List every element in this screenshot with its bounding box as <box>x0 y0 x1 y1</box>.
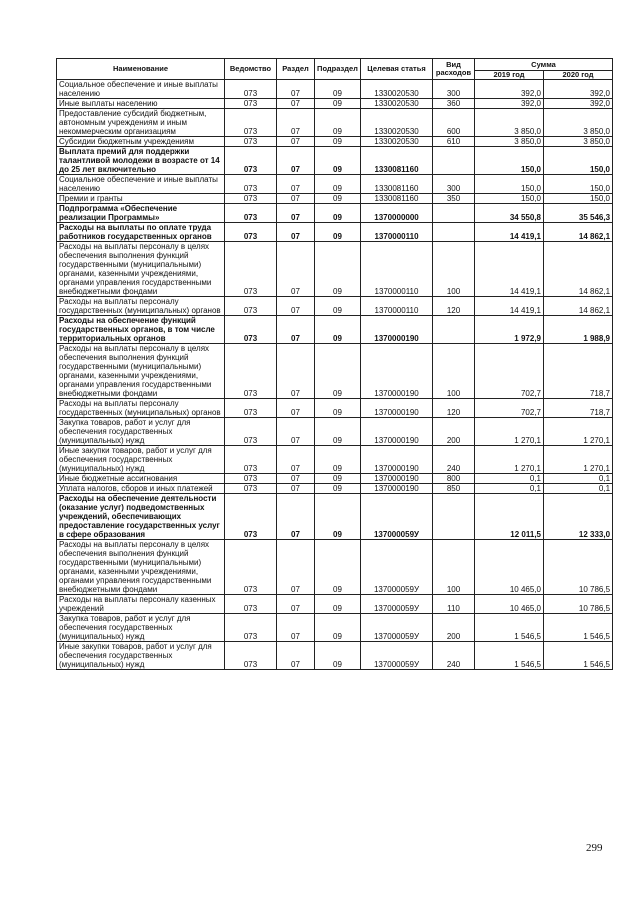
row-subsection: 09 <box>315 109 361 137</box>
row-dept: 073 <box>225 223 277 242</box>
row-section: 07 <box>277 204 315 223</box>
row-type: 240 <box>433 642 475 670</box>
table-row <box>57 204 613 223</box>
row-value-2019: 702,7 <box>475 399 544 418</box>
row-value-2020: 10 786,5 <box>544 540 613 595</box>
table-row <box>57 474 613 484</box>
row-value-2020: 14 862,1 <box>544 297 613 316</box>
table-row <box>57 80 613 99</box>
row-subsection: 09 <box>315 474 361 484</box>
row-type <box>433 316 475 344</box>
row-subsection: 09 <box>315 344 361 399</box>
row-dept: 073 <box>225 109 277 137</box>
row-name: Уплата налогов, сборов и иных платежей <box>57 484 225 494</box>
row-value-2020: 35 546,3 <box>544 204 613 223</box>
row-name: Закупка товаров, работ и услуг для обеспечения государственных (муниципальных) нужд <box>57 418 225 446</box>
row-dept: 073 <box>225 399 277 418</box>
table-row <box>57 316 613 344</box>
table-row <box>57 446 613 474</box>
row-target: 1370000190 <box>361 418 433 446</box>
row-value-2019: 14 419,1 <box>475 223 544 242</box>
row-subsection: 09 <box>315 194 361 204</box>
row-value-2019: 1 270,1 <box>475 446 544 474</box>
row-value-2019: 392,0 <box>475 80 544 99</box>
row-name: Иные закупки товаров, работ и услуг для обеспечения государственных (муниципальных) нужд <box>57 642 225 670</box>
row-section: 07 <box>277 642 315 670</box>
row-section: 07 <box>277 223 315 242</box>
row-name: Расходы на выплаты персоналу государственных (муниципальных) органов <box>57 399 225 418</box>
row-dept: 073 <box>225 494 277 540</box>
row-type: 200 <box>433 418 475 446</box>
row-subsection: 09 <box>315 80 361 99</box>
row-subsection: 09 <box>315 242 361 297</box>
row-type: 120 <box>433 297 475 316</box>
row-type: 200 <box>433 614 475 642</box>
row-type: 100 <box>433 540 475 595</box>
row-value-2019: 150,0 <box>475 175 544 194</box>
row-target: 1370000110 <box>361 297 433 316</box>
row-subsection: 09 <box>315 446 361 474</box>
header-type: Вид расходов <box>433 59 475 80</box>
row-section: 07 <box>277 99 315 109</box>
row-section: 07 <box>277 242 315 297</box>
row-target: 1330020530 <box>361 137 433 147</box>
row-value-2020: 1 546,5 <box>544 614 613 642</box>
row-value-2019: 150,0 <box>475 194 544 204</box>
row-name: Субсидии бюджетным учреждениям <box>57 137 225 147</box>
row-target: 1330020530 <box>361 109 433 137</box>
budget-table <box>56 58 613 670</box>
table-row <box>57 418 613 446</box>
row-section: 07 <box>277 614 315 642</box>
row-name: Расходы на обеспечение деятельности (оказание услуг) подведомственных учреждений, обеспечивающих предоставление государственных услуг в сфере образования <box>57 494 225 540</box>
row-value-2020: 392,0 <box>544 80 613 99</box>
row-subsection: 09 <box>315 297 361 316</box>
row-value-2020: 14 862,1 <box>544 223 613 242</box>
row-type: 610 <box>433 137 475 147</box>
row-value-2020: 392,0 <box>544 99 613 109</box>
row-dept: 073 <box>225 595 277 614</box>
row-dept: 073 <box>225 642 277 670</box>
table-row <box>57 223 613 242</box>
row-value-2019: 702,7 <box>475 344 544 399</box>
row-value-2019: 14 419,1 <box>475 242 544 297</box>
row-subsection: 09 <box>315 540 361 595</box>
row-subsection: 09 <box>315 175 361 194</box>
row-target: 1370000190 <box>361 399 433 418</box>
row-target: 1370000110 <box>361 223 433 242</box>
row-type: 350 <box>433 194 475 204</box>
row-value-2020: 10 786,5 <box>544 595 613 614</box>
row-type: 600 <box>433 109 475 137</box>
row-dept: 073 <box>225 99 277 109</box>
row-type: 300 <box>433 80 475 99</box>
row-target: 137000059У <box>361 494 433 540</box>
row-target: 1370000190 <box>361 446 433 474</box>
header-name: Наименование <box>57 59 225 80</box>
table-row <box>57 175 613 194</box>
table-body <box>57 80 613 670</box>
row-dept: 073 <box>225 80 277 99</box>
row-section: 07 <box>277 80 315 99</box>
row-value-2020: 150,0 <box>544 147 613 175</box>
row-value-2020: 0,1 <box>544 474 613 484</box>
row-value-2020: 14 862,1 <box>544 242 613 297</box>
table-row <box>57 399 613 418</box>
row-value-2019: 1 546,5 <box>475 642 544 670</box>
header-section: Раздел <box>277 59 315 80</box>
row-target: 137000059У <box>361 614 433 642</box>
row-section: 07 <box>277 137 315 147</box>
row-dept: 073 <box>225 474 277 484</box>
row-name: Иные выплаты населению <box>57 99 225 109</box>
row-type: 100 <box>433 344 475 399</box>
row-section: 07 <box>277 540 315 595</box>
row-name: Премии и гранты <box>57 194 225 204</box>
row-value-2020: 3 850,0 <box>544 137 613 147</box>
row-section: 07 <box>277 595 315 614</box>
row-section: 07 <box>277 194 315 204</box>
row-value-2020: 150,0 <box>544 175 613 194</box>
row-subsection: 09 <box>315 494 361 540</box>
row-value-2020: 12 333,0 <box>544 494 613 540</box>
table-row <box>57 242 613 297</box>
row-subsection: 09 <box>315 316 361 344</box>
row-value-2019: 10 465,0 <box>475 595 544 614</box>
row-target: 1370000110 <box>361 242 433 297</box>
table-row <box>57 540 613 595</box>
row-target: 1370000190 <box>361 316 433 344</box>
row-subsection: 09 <box>315 147 361 175</box>
row-value-2019: 0,1 <box>475 474 544 484</box>
table-row <box>57 194 613 204</box>
row-subsection: 09 <box>315 204 361 223</box>
row-subsection: 09 <box>315 595 361 614</box>
row-target: 1370000190 <box>361 474 433 484</box>
row-type: 850 <box>433 484 475 494</box>
row-target: 1370000000 <box>361 204 433 223</box>
row-target: 1330081160 <box>361 175 433 194</box>
row-value-2019: 3 850,0 <box>475 109 544 137</box>
row-dept: 073 <box>225 344 277 399</box>
table-row <box>57 297 613 316</box>
row-subsection: 09 <box>315 484 361 494</box>
header-target: Целевая статья <box>361 59 433 80</box>
row-name: Расходы на выплаты персоналу в целях обеспечения выполнения функций государственными (муниципальными) органами, казенными учреждениями, органами управления государственными внебюджетными фондами <box>57 540 225 595</box>
table-row <box>57 109 613 137</box>
row-type: 120 <box>433 399 475 418</box>
table-row <box>57 137 613 147</box>
row-section: 07 <box>277 484 315 494</box>
row-section: 07 <box>277 109 315 137</box>
row-dept: 073 <box>225 540 277 595</box>
row-value-2019: 34 550,8 <box>475 204 544 223</box>
row-name: Расходы на обеспечение функций государственных органов, в том числе территориальных органов <box>57 316 225 344</box>
row-value-2019: 150,0 <box>475 147 544 175</box>
row-dept: 073 <box>225 484 277 494</box>
row-name: Расходы на выплаты персоналу в целях обеспечения выполнения функций государственными (муниципальными) органами, казенными учреждениями, органами управления государственными внебюджетными фондами <box>57 344 225 399</box>
row-name: Иные закупки товаров, работ и услуг для обеспечения государственных (муниципальных) нужд <box>57 446 225 474</box>
row-subsection: 09 <box>315 99 361 109</box>
row-section: 07 <box>277 494 315 540</box>
row-name: Расходы на выплаты по оплате труда работников государственных органов <box>57 223 225 242</box>
row-name: Расходы на выплаты персоналу казенных учреждений <box>57 595 225 614</box>
row-name: Социальное обеспечение и иные выплаты населению <box>57 175 225 194</box>
row-dept: 073 <box>225 418 277 446</box>
row-target: 137000059У <box>361 642 433 670</box>
table-row <box>57 99 613 109</box>
row-name: Подпрограмма «Обеспечение реализации Программы» <box>57 204 225 223</box>
row-value-2019: 1 972,9 <box>475 316 544 344</box>
header-sum: Сумма <box>475 59 613 71</box>
row-target: 1330081160 <box>361 147 433 175</box>
row-dept: 073 <box>225 147 277 175</box>
row-value-2019: 392,0 <box>475 99 544 109</box>
row-value-2019: 1 270,1 <box>475 418 544 446</box>
row-dept: 073 <box>225 614 277 642</box>
row-target: 1370000190 <box>361 344 433 399</box>
table-row <box>57 642 613 670</box>
row-subsection: 09 <box>315 418 361 446</box>
row-target: 1330020530 <box>361 80 433 99</box>
table-row <box>57 344 613 399</box>
row-subsection: 09 <box>315 399 361 418</box>
row-type: 100 <box>433 242 475 297</box>
row-name: Иные бюджетные ассигнования <box>57 474 225 484</box>
row-section: 07 <box>277 344 315 399</box>
row-value-2020: 1 988,9 <box>544 316 613 344</box>
row-value-2019: 12 011,5 <box>475 494 544 540</box>
row-target: 1370000190 <box>361 484 433 494</box>
row-type <box>433 147 475 175</box>
row-value-2019: 1 546,5 <box>475 614 544 642</box>
row-dept: 073 <box>225 204 277 223</box>
row-target: 1330020530 <box>361 99 433 109</box>
row-section: 07 <box>277 399 315 418</box>
row-type: 800 <box>433 474 475 484</box>
row-subsection: 09 <box>315 614 361 642</box>
row-value-2019: 14 419,1 <box>475 297 544 316</box>
row-value-2019: 3 850,0 <box>475 137 544 147</box>
row-type <box>433 204 475 223</box>
row-name: Закупка товаров, работ и услуг для обеспечения государственных (муниципальных) нужд <box>57 614 225 642</box>
row-name: Выплата премий для поддержки талантливой молодежи в возрасте от 14 до 25 лет включительно <box>57 147 225 175</box>
header-dept: Ведомство <box>225 59 277 80</box>
row-dept: 073 <box>225 242 277 297</box>
table-row <box>57 595 613 614</box>
row-subsection: 09 <box>315 137 361 147</box>
row-dept: 073 <box>225 194 277 204</box>
table-row <box>57 484 613 494</box>
row-dept: 073 <box>225 137 277 147</box>
row-dept: 073 <box>225 297 277 316</box>
row-subsection: 09 <box>315 642 361 670</box>
row-value-2020: 1 546,5 <box>544 642 613 670</box>
row-target: 1330081160 <box>361 194 433 204</box>
row-section: 07 <box>277 446 315 474</box>
row-name: Социальное обеспечение и иные выплаты населению <box>57 80 225 99</box>
row-value-2020: 0,1 <box>544 484 613 494</box>
row-value-2019: 10 465,0 <box>475 540 544 595</box>
table-row <box>57 614 613 642</box>
row-name: Расходы на выплаты персоналу государственных (муниципальных) органов <box>57 297 225 316</box>
row-name: Расходы на выплаты персоналу в целях обеспечения выполнения функций государственными (муниципальными) органами, казенными учреждениями, органами управления государственными внебюджетными фондами <box>57 242 225 297</box>
header-2019: 2019 год <box>475 71 544 80</box>
table-row <box>57 494 613 540</box>
page-number: 299 <box>586 842 603 854</box>
header-2020: 2020 год <box>544 71 613 80</box>
row-name: Предоставление субсидий бюджетным, автономным учреждениям и иным некоммерческим организациям <box>57 109 225 137</box>
row-dept: 073 <box>225 316 277 344</box>
row-section: 07 <box>277 316 315 344</box>
row-section: 07 <box>277 474 315 484</box>
row-value-2020: 1 270,1 <box>544 446 613 474</box>
row-type <box>433 494 475 540</box>
row-value-2020: 150,0 <box>544 194 613 204</box>
row-type: 240 <box>433 446 475 474</box>
row-target: 137000059У <box>361 595 433 614</box>
row-value-2020: 3 850,0 <box>544 109 613 137</box>
row-type: 300 <box>433 175 475 194</box>
row-target: 137000059У <box>361 540 433 595</box>
row-section: 07 <box>277 297 315 316</box>
row-value-2020: 718,7 <box>544 344 613 399</box>
row-type: 360 <box>433 99 475 109</box>
row-value-2020: 1 270,1 <box>544 418 613 446</box>
row-subsection: 09 <box>315 223 361 242</box>
row-value-2019: 0,1 <box>475 484 544 494</box>
row-section: 07 <box>277 175 315 194</box>
row-section: 07 <box>277 147 315 175</box>
row-section: 07 <box>277 418 315 446</box>
row-type <box>433 223 475 242</box>
row-value-2020: 718,7 <box>544 399 613 418</box>
table-row <box>57 147 613 175</box>
row-type: 110 <box>433 595 475 614</box>
header-subsection: Подраздел <box>315 59 361 80</box>
row-dept: 073 <box>225 446 277 474</box>
row-dept: 073 <box>225 175 277 194</box>
